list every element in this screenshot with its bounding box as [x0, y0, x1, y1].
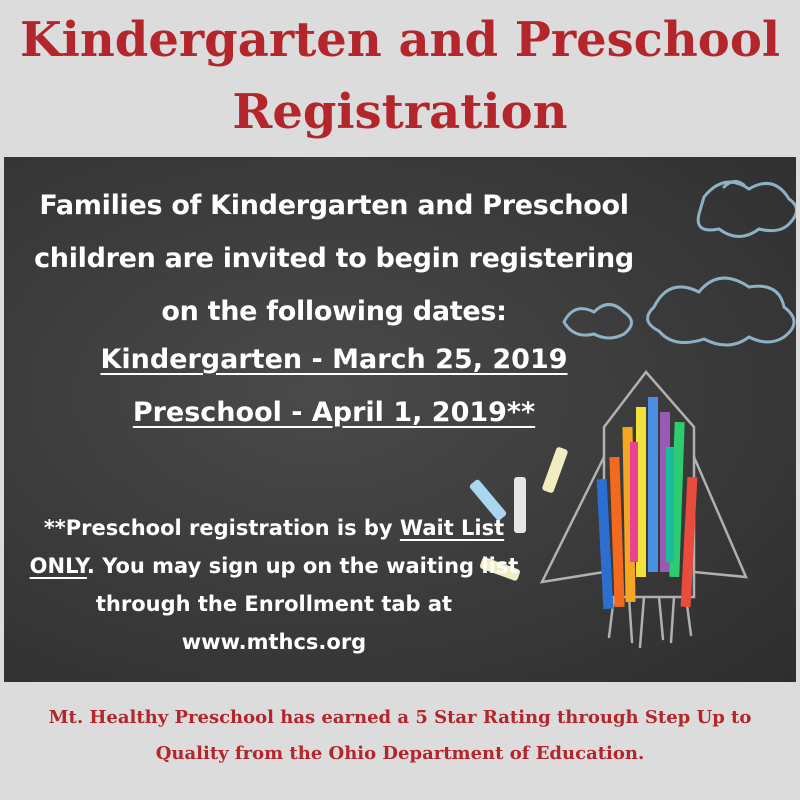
title-line-2: Registration: [232, 84, 568, 140]
intro-line: children are invited to begin registering: [34, 243, 634, 274]
intro-line: on the following dates:: [161, 296, 507, 327]
note-prefix: **Preschool registration is by: [43, 516, 400, 540]
only-text: ONLY: [29, 554, 87, 578]
kindergarten-date: Kindergarten - March 25, 2019: [100, 344, 568, 375]
title-line-1: Kindergarten and Preschool: [19, 12, 781, 68]
cloud-icon: [698, 181, 796, 236]
chalkboard-panel: [4, 157, 796, 682]
footer-line-1: Mt. Healthy Preschool has earned a 5 Star Rating through Step Up to: [48, 707, 752, 728]
note-rest: . You may sign up on the waiting list: [86, 554, 519, 578]
website-text: www.mthcs.org: [181, 630, 367, 654]
waitlist-note: [4, 509, 544, 661]
registration-dates: [4, 333, 664, 439]
intro-text: [4, 179, 664, 338]
footer-line-2: Quality from the Ohio Department of Education.: [155, 743, 645, 764]
preschool-date: Preschool - April 1, 2019**: [132, 397, 536, 428]
rating-footer: [0, 700, 800, 772]
intro-line: Families of Kindergarten and Preschool: [39, 190, 629, 221]
wait-list-text: Wait List: [399, 516, 505, 540]
note-enrollment-line: through the Enrollment tab at: [95, 592, 453, 616]
page-title: [0, 4, 800, 148]
